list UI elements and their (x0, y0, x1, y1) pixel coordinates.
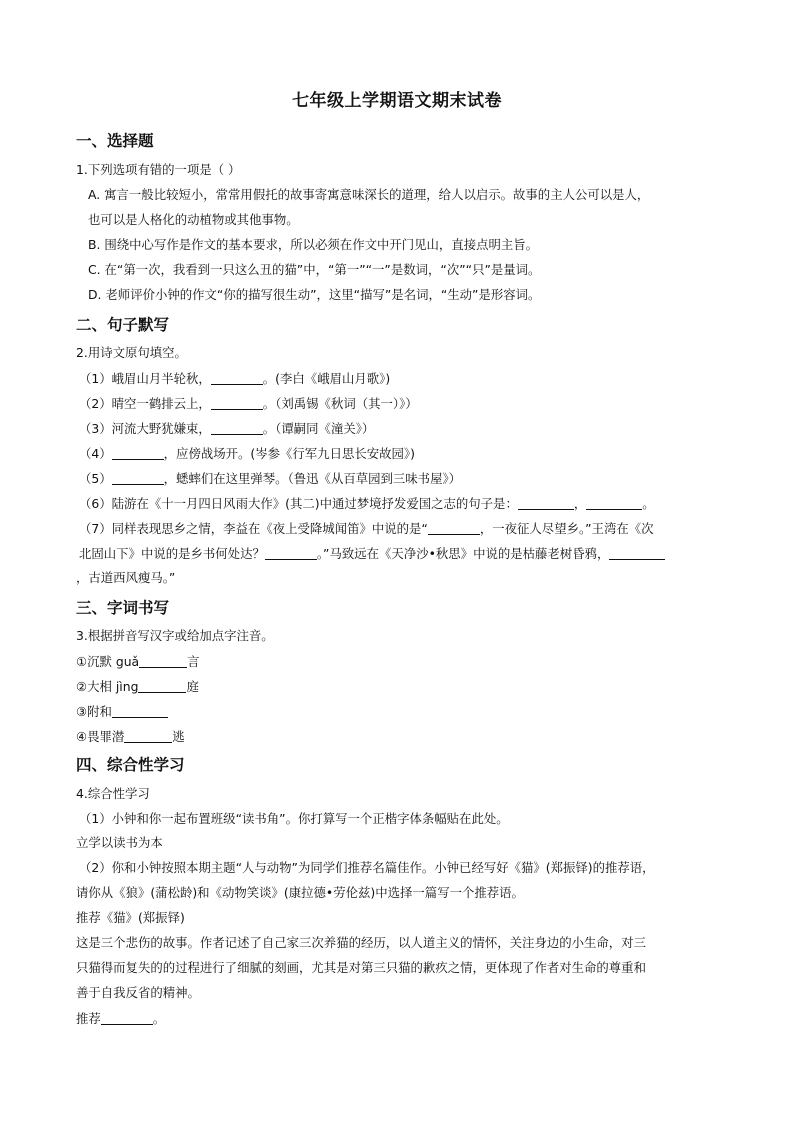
q2-line-6-end: 。 (642, 496, 655, 511)
q4-answer-line (76, 1012, 165, 1025)
q2-line-2-text: （2）晴空一鹤排云上， (79, 396, 211, 411)
q1-option-b: B. 围绕中心写作是作文的基本要求，所以必须在作文中开门见山，直接点明主旨。 (88, 237, 539, 252)
q3-word-4-end: 逃 (172, 729, 185, 744)
section-heading-choice: 一、选择题 (76, 131, 154, 150)
q3-word-3-text: ③附和 (76, 704, 112, 719)
q3-stem: 3.根据拼音写汉字或给加点字注音。 (76, 628, 274, 643)
q3-word-1 (76, 655, 200, 668)
q2-line-1-source: 。(李白《峨眉山月歌》) (262, 371, 391, 386)
q4-recommend-line-1: 这是三个悲伤的故事。作者记述了自己家三次养猫的经历，以人道主义的情怀，关注身边的小生命，对三 (76, 935, 646, 950)
q2-line-2 (79, 397, 418, 410)
answer-blank[interactable] (101, 1012, 153, 1025)
q2-line-8-cont: 。”马致远在《天净沙•秋思》中说的是枯藤老树昏鸦， (316, 546, 610, 561)
q4-stem: 4.综合性学习 (76, 786, 150, 801)
answer-blank[interactable] (138, 680, 186, 693)
q4-part-2-cont: 请你从《狼》(蒲松龄)和《动物笑谈》(康拉德•劳伦兹)中选择一篇写一个推荐语。 (76, 885, 524, 900)
q4-part-1: （1）小钟和你一起布置班级“读书角”。你打算写一个正楷字体条幅贴在此处。 (79, 811, 509, 826)
answer-blank[interactable] (586, 497, 642, 510)
answer-blank[interactable] (112, 447, 164, 460)
section-heading-characters: 三、字词书写 (76, 598, 170, 617)
q2-line-4-num: （4） (79, 446, 112, 461)
q2-line-6 (79, 497, 655, 510)
answer-blank[interactable] (124, 730, 172, 743)
answer-blank[interactable] (518, 497, 574, 510)
q2-line-6-text: （6）陆游在《十一月四日风雨大作》(其二)中通过梦境抒发爱国之志的句子是： (79, 496, 518, 511)
q2-line-4 (79, 447, 415, 460)
q2-stem: 2.用诗文原句填空。 (76, 345, 187, 360)
q2-line-7 (79, 522, 654, 535)
answer-blank[interactable] (112, 705, 168, 718)
q4-answer-label: 推荐 (76, 1011, 101, 1026)
q3-word-4-text: ④畏罪潜 (76, 729, 125, 744)
q2-line-9: ，古道西风瘦马。” (76, 570, 176, 585)
answer-blank[interactable] (265, 547, 317, 560)
q3-word-2-end: 庭 (186, 679, 199, 694)
q2-line-2-source: 。（刘禹锡《秋词（其一）》） (262, 396, 418, 411)
answer-blank[interactable] (609, 547, 665, 560)
q2-line-1-text: （1）峨眉山月半轮秋， (79, 371, 211, 386)
page-title: 七年级上学期语文期末试卷 (292, 91, 502, 111)
q2-line-3 (79, 422, 374, 435)
q4-answer-end: 。 (152, 1011, 166, 1026)
q4-recommend-title: 推荐《猫》(郑振铎) (76, 910, 185, 925)
q2-line-6-sep: ， (573, 496, 587, 511)
q3-word-4 (76, 730, 185, 743)
q4-recommend-line-3: 善于自我反省的精神。 (76, 985, 200, 1000)
q2-line-8 (79, 547, 665, 560)
q2-line-3-text: （3）河流大野犹嫌束， (79, 421, 211, 436)
q3-word-3 (76, 705, 168, 718)
q2-line-5-text: ，蟋蟀们在这里弹琴。（鲁迅《从百草园到三味书屋》） (163, 471, 462, 486)
answer-blank[interactable] (211, 397, 263, 410)
q4-recommend-line-2: 只猫得而复失的的过程进行了细腻的刻画，尤其是对第三只猫的歉疚之情，更体现了作者对生命的尊重和 (76, 960, 646, 975)
q1-option-c: C. 在“第一次，我看到一只这么丑的猫”中，“第一”“一”是数词，“次”“只”是量词。 (88, 262, 541, 277)
q1-option-d: D. 老师评价小钟的作文“你的描写很生动”，这里“描写”是名词，“生动”是形容词。 (88, 287, 541, 302)
q2-line-4-text: ，应傍战场开。(岑参《行军九日思长安故园》) (163, 446, 415, 461)
q2-line-7-text: （7）同样表现思乡之情，李益在《夜上受降城闻笛》中说的是“ (79, 521, 428, 536)
q2-line-5 (79, 472, 461, 485)
q2-line-1 (79, 372, 390, 385)
answer-blank[interactable] (112, 472, 164, 485)
answer-blank[interactable] (428, 522, 480, 535)
q2-line-3-source: 。（谭嗣同《潼关》） (262, 421, 375, 436)
q3-word-2 (76, 680, 199, 693)
q4-banner-text: 立学以读书为本 (76, 835, 163, 850)
section-heading-comprehensive: 四、综合性学习 (76, 755, 185, 774)
q1-stem: 1.下列选项有错的一项是（ ） (76, 162, 241, 177)
q2-line-7-cont: ，一夜征人尽望乡。”王湾在《次 (479, 521, 654, 536)
q4-part-2: （2）你和小钟按照本期主题“人与动物”为同学们推荐名篇佳作。小钟已经写好《猫》(郑振铎)的推荐语， (79, 860, 655, 875)
q1-option-a: A. 寓言一般比较短小，常常用假托的故事寄寓意味深长的道理，给人以启示。故事的主人公可以是人， (88, 187, 650, 202)
answer-blank[interactable] (211, 422, 263, 435)
q1-option-a-cont: 也可以是人格化的动植物或其他事物。 (88, 212, 299, 227)
q2-line-5-num: （5） (79, 471, 112, 486)
answer-blank[interactable] (139, 655, 187, 668)
q3-word-1-text: ①沉默 guǎ (76, 654, 140, 669)
q2-line-8-text: 北固山下》中说的是乡书何处达？ (79, 546, 265, 561)
q3-word-2-text: ②大相 jìng (76, 679, 139, 694)
answer-blank[interactable] (211, 372, 263, 385)
section-heading-recitation: 二、句子默写 (76, 315, 170, 334)
q3-word-1-end: 言 (187, 654, 200, 669)
